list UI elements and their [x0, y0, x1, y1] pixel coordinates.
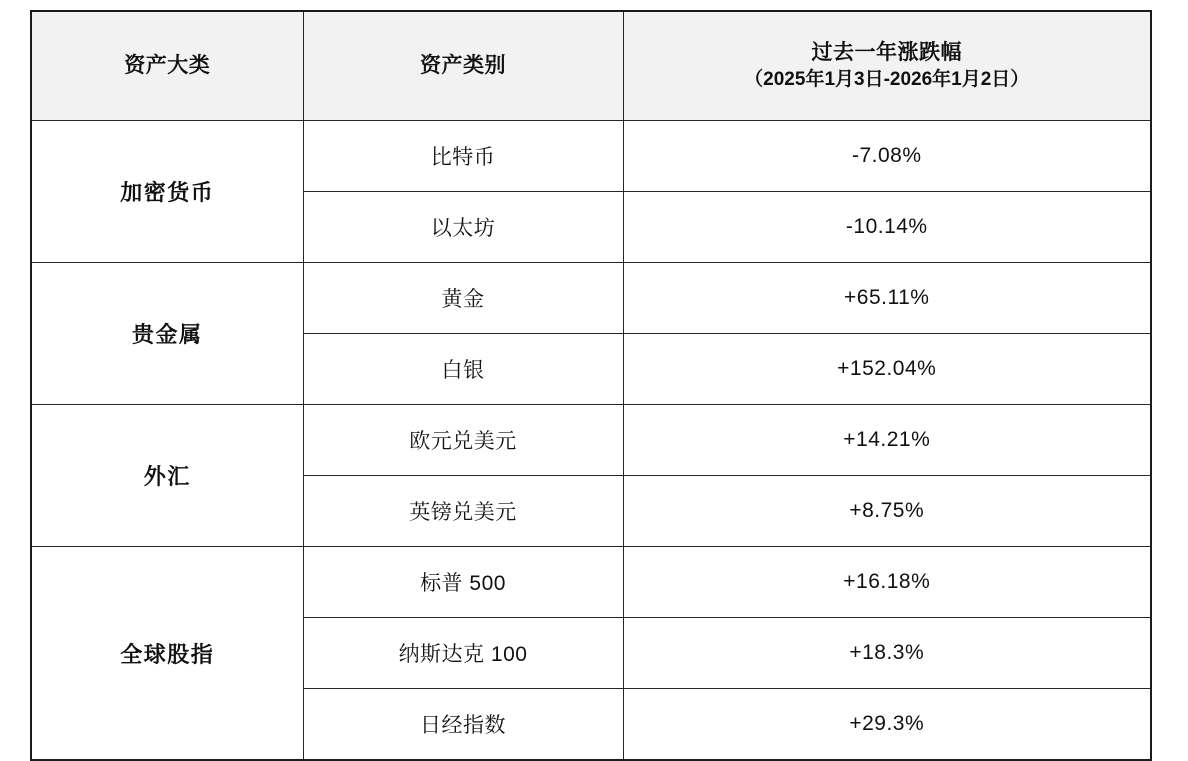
asset-class-label: 白银 — [303, 334, 623, 405]
table-row — [31, 263, 1151, 334]
table-row — [31, 547, 1151, 618]
column-header-asset-group: 资产大类 — [31, 11, 303, 121]
table-body — [31, 121, 1151, 761]
asset-class-label: 欧元兑美元 — [303, 405, 623, 476]
asset-performance-table — [30, 10, 1152, 761]
group-label-global-indices: 全球股指 — [31, 547, 303, 761]
table-row — [31, 121, 1151, 192]
change-value: +65.11% — [623, 263, 1151, 334]
asset-class-label: 纳斯达克 100 — [303, 618, 623, 689]
column-header-change-title: 过去一年涨跌幅 — [811, 40, 962, 64]
column-header-change-period: （2025年1月3日-2026年1月2日） — [744, 69, 1030, 91]
table-header — [31, 11, 1151, 121]
change-value: -10.14% — [623, 192, 1151, 263]
group-label-precious-metals: 贵金属 — [31, 263, 303, 405]
change-value: +152.04% — [623, 334, 1151, 405]
change-value: +16.18% — [623, 547, 1151, 618]
group-label-crypto: 加密货币 — [31, 121, 303, 263]
asset-class-label: 比特币 — [303, 121, 623, 192]
asset-class-label: 黄金 — [303, 263, 623, 334]
change-value: +18.3% — [623, 618, 1151, 689]
table-header-row — [31, 11, 1151, 121]
change-value: +29.3% — [623, 689, 1151, 761]
group-label-forex: 外汇 — [31, 405, 303, 547]
change-value: -7.08% — [623, 121, 1151, 192]
change-value: +14.21% — [623, 405, 1151, 476]
asset-class-label: 以太坊 — [303, 192, 623, 263]
asset-class-label: 英镑兑美元 — [303, 476, 623, 547]
column-header-change — [623, 11, 1151, 121]
change-value: +8.75% — [623, 476, 1151, 547]
asset-class-label: 日经指数 — [303, 689, 623, 761]
asset-class-label: 标普 500 — [303, 547, 623, 618]
table-row — [31, 405, 1151, 476]
column-header-asset-class: 资产类别 — [303, 11, 623, 121]
